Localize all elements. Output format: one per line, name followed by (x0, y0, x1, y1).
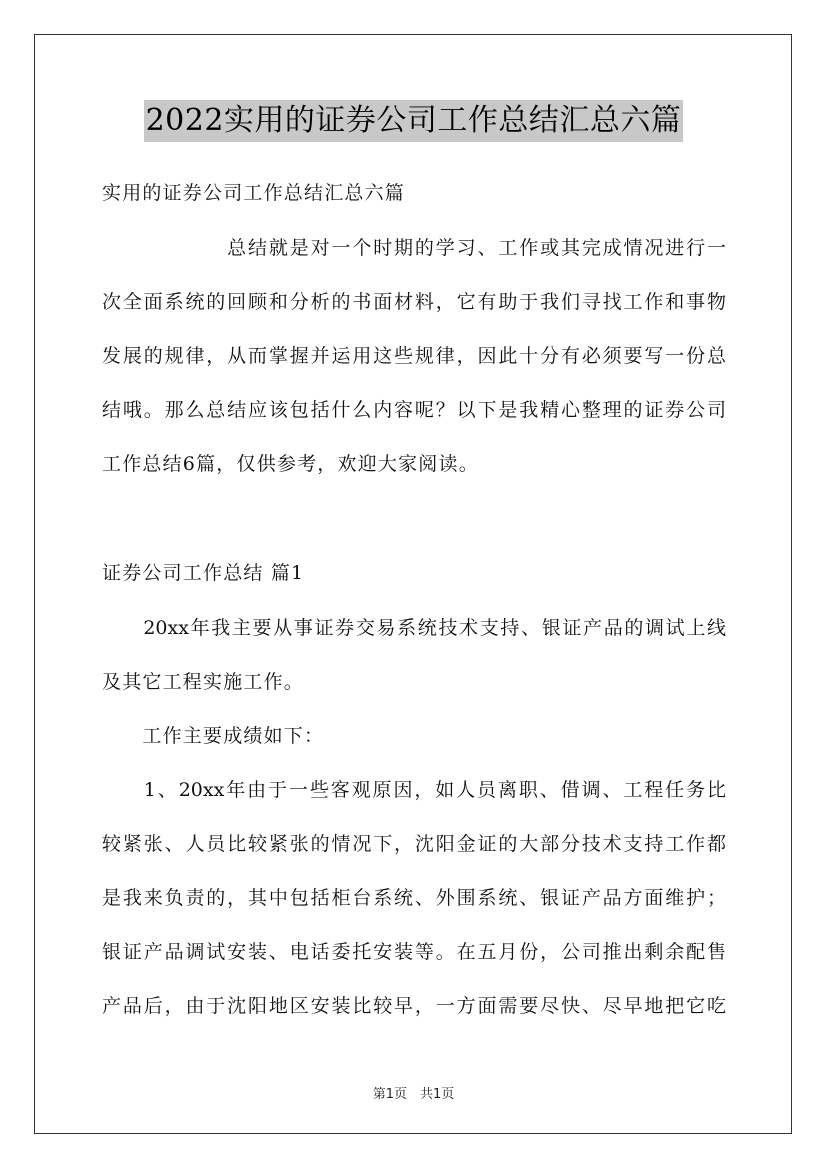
intro-line: 发展的规律，从而掌握并运用这些规律，因此十分有必须要写一份总 (102, 345, 726, 367)
page-footer: 第1页 共1页 (372, 1087, 455, 1102)
title-container (0, 100, 827, 142)
section-line: 较紧张、人员比较紧张的情况下，沈阳金证的大部分技术支持工作都 (102, 833, 726, 855)
intro-line: 总结就是对一个时期的学习、工作或其完成情况进行一 (102, 237, 726, 259)
section-line: 1、20xx年由于一些客观原因，如人员离职、借调、工程任务比 (102, 779, 726, 801)
document-subtitle: 实用的证券公司工作总结汇总六篇 (102, 182, 406, 204)
section-heading: 证券公司工作总结 篇1 (102, 562, 305, 584)
document-title: 2022实用的证券公司工作总结汇总六篇 (144, 100, 684, 142)
intro-line: 工作总结6篇，仅供参考，欢迎大家阅读。 (102, 453, 479, 475)
section-line: 是我来负责的，其中包括柜台系统、外围系统、银证产品方面维护； (102, 887, 726, 909)
intro-line: 次全面系统的回顾和分析的书面材料，它有助于我们寻找工作和事物 (102, 291, 726, 313)
section-line: 20xx年我主要从事证券交易系统技术支持、银证产品的调试上线 (102, 617, 726, 639)
intro-line: 结哦。那么总结应该包括什么内容呢？以下是我精心整理的证券公司 (102, 399, 726, 421)
section-line: 及其它工程实施工作。 (102, 671, 305, 693)
section-line: 工作主要成绩如下： (102, 725, 325, 747)
section-line: 产品后，由于沈阳地区安装比较早，一方面需要尽快、尽早地把它吃 (102, 995, 726, 1017)
section-line: 银证产品调试安装、电话委托安装等。在五月份，公司推出剩余配售 (102, 941, 726, 963)
